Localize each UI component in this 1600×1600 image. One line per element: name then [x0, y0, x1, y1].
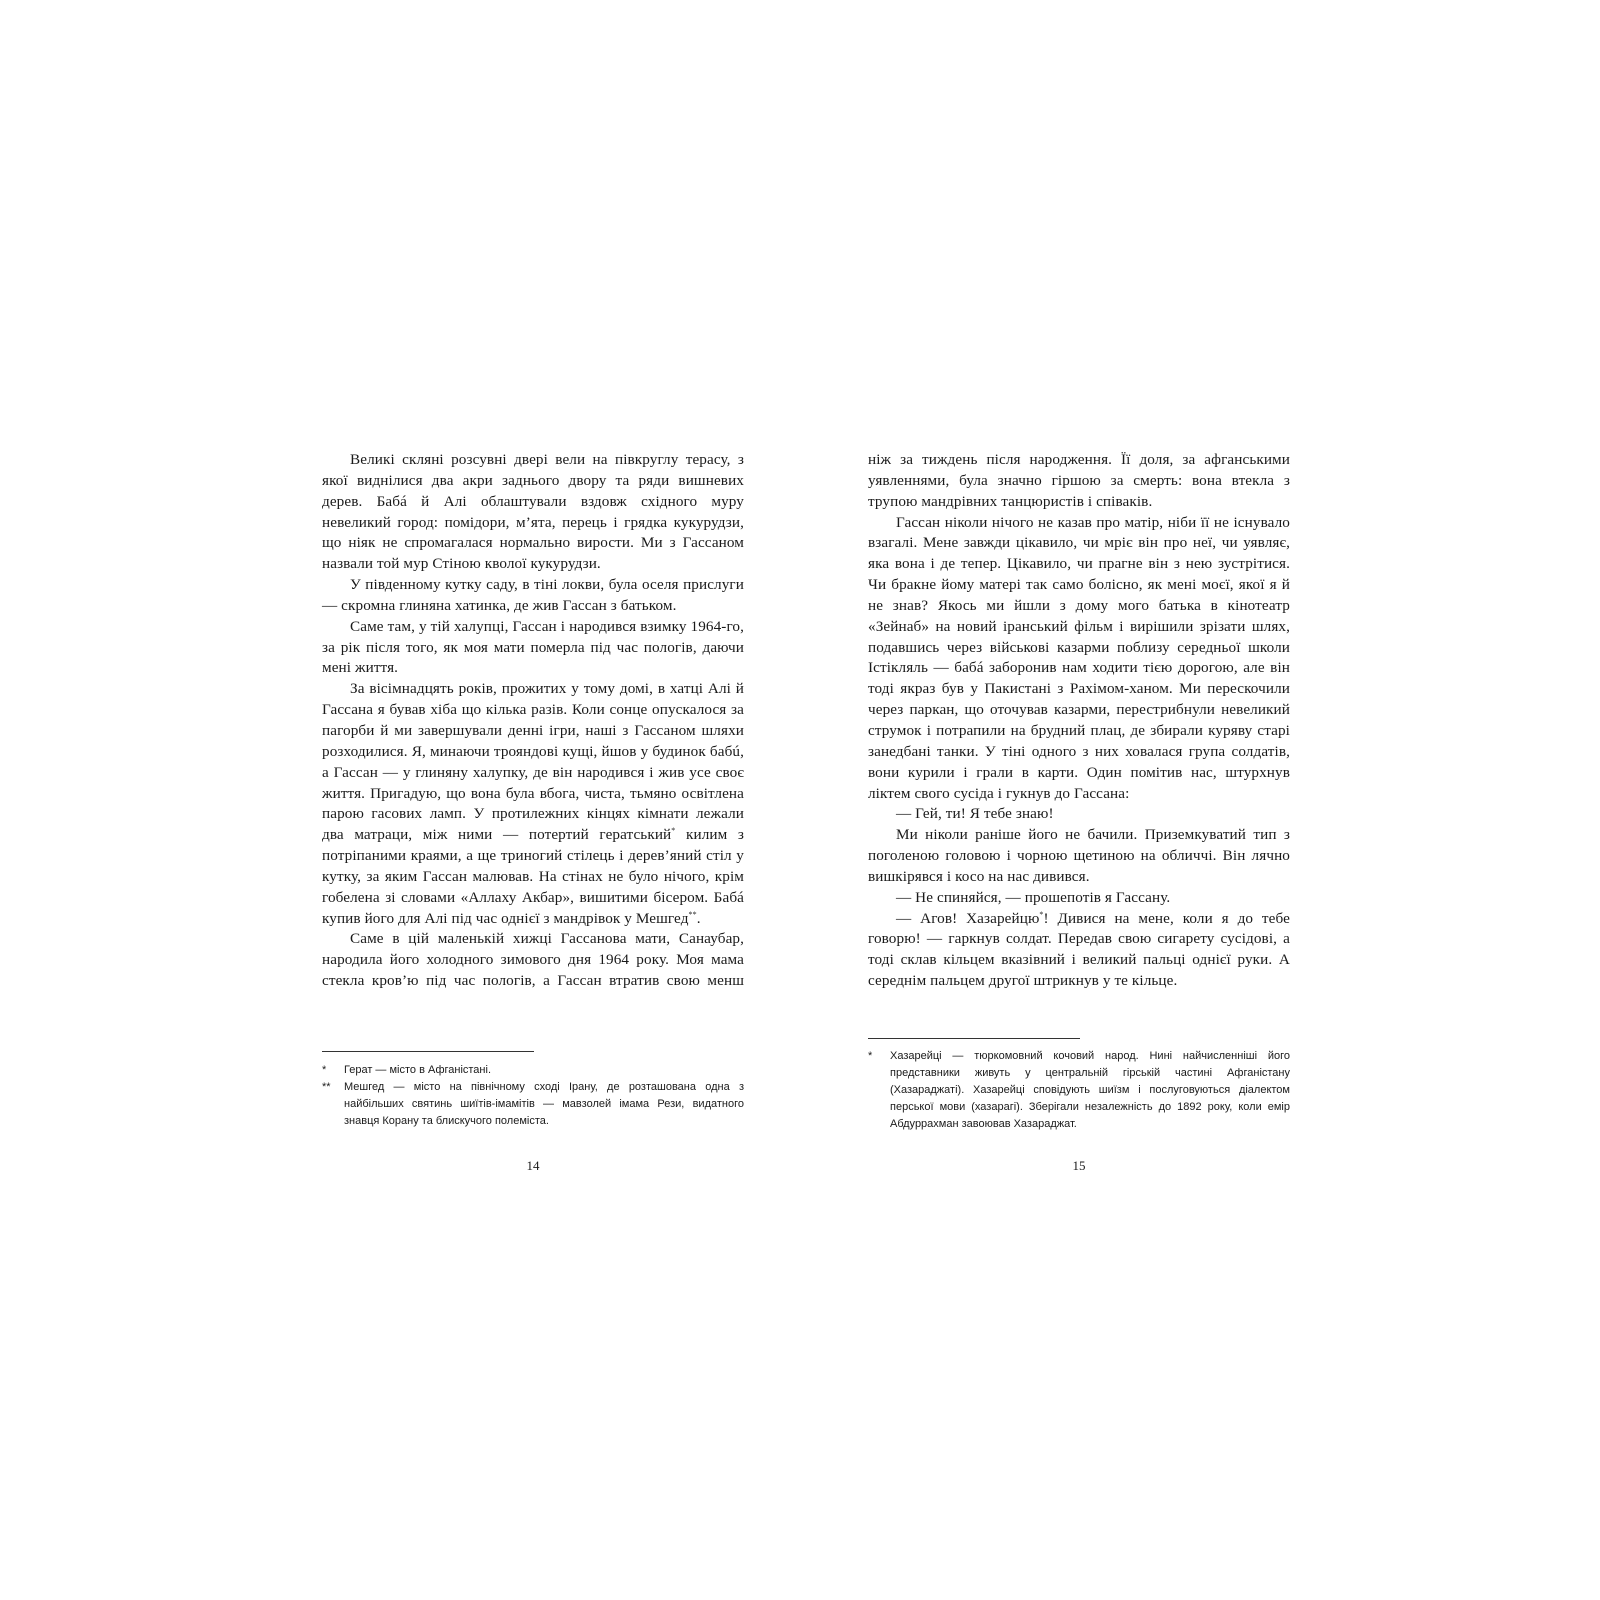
paragraph: Саме в цій маленькій хижці Гассанова мати, Санаубар, народила його холодного зимового дня 1964 року. Моя мама стекла кров’ю під час пологів, а Гассан втратив свою менш [322, 930, 744, 990]
footnote-divider [868, 1038, 1080, 1039]
paragraph: Саме там, у тій халупці, Гассан і народився взимку 1964-го, за рік після того, як моя мати померла під час пологів, даючи мені життя. [322, 617, 744, 677]
paragraph: — Не спиняйся, — прошепотів я Гассану. [896, 888, 1171, 906]
paragraph: Великі скляні розсувні двері вели на півкруглу терасу, з якої виднілися два акри заднього двору та ряди вишневих дерев. Бабá й Алі облаштували вздовж східного муру невеликий город: помідори, м’ята, перець і грядка кукурудзи, що ніяк не спромагалася нормально вирости. Ми з Гассаном назвали той мур Стіною кволої кукурудзи. [322, 451, 744, 573]
footnote-text: Хазарейці — тюркомовний кочовий народ. Нині найчисленніші його представники живуть у центральній гірській частині Афганістану (Хазараджаті). Хазарейці сповідують шиїзм і послуговуються діалектом перської мови (хазарагі). Зберігали незалежність до 1892 року, коли емір Абдуррахман завоював Хазараджат. [890, 1050, 1290, 1130]
footnote [868, 1048, 1290, 1133]
footnote-mark: ** [322, 1081, 331, 1093]
footnotes [868, 1048, 1290, 1133]
paragraph-text: За вісімнадцять років, прожитих у тому домі, в хатці Алі й Гассана я бував хіба що кілька разів. Коли сонце опускалося за пагорби й ми завершували денні ігри, наші з Гассаном шляхи розходилися. Я, минаючи трояндові кущі, йшов у будинок бабú, а Гассан — у глиняну халупку, де він народився і жив усе своє життя. Пригадую, що вона була вбога, чиста, тьмяно освітлена парою гасових ламп. У протилежних кінцях кімнати лежали два матраци, між ними — потертий гератський [322, 680, 744, 844]
right-page-body [868, 450, 1290, 992]
right-page [868, 450, 1290, 1173]
footnote-reference: * [1039, 909, 1044, 919]
paragraph-text: килим з потріпаними краями, а ще триногий стілець і дерев’яний стіл у кутку, за яким Гассан малював. На стінах не було нічого, крім гобелена зі словами «Аллаху Акбар», вишитими бісером. Бабá купив його для Алі під час однієї з мандрівок у Мешгед [322, 826, 744, 927]
footnotes [322, 1062, 744, 1130]
footnote [322, 1062, 744, 1079]
paragraph-text: ! Дивися на мене, коли я до тебе говорю! — гаркнув солдат. Передав свою сигарету сусідові, а тоді склав кільцем вказівний і великий пальці однієї руки. А середнім пальцем другої штрикнув у те кільце. [868, 909, 1290, 990]
paragraph: — Гей, ти! Я тебе знаю! [896, 805, 1054, 823]
left-page-body [322, 450, 744, 992]
footnote-text: Мешгед — місто на північному сході Ірану, де розташована одна з найбільших святинь шиїтів-імамітів — мавзолей імама Рези, видатного знавця Корану та блискучого полеміста. [344, 1081, 744, 1127]
footnote-text: Герат — місто в Афганістані. [344, 1064, 492, 1076]
footnote-reference: * [671, 826, 676, 836]
footnote-divider [322, 1051, 534, 1052]
footnote [322, 1079, 744, 1130]
paragraph [868, 909, 1290, 992]
page-number: 15 [1072, 1158, 1086, 1173]
left-page [322, 450, 744, 1173]
paragraph-text: — Агов! Хазарейцю [896, 909, 1040, 927]
paragraph: Гассан ніколи нічого не казав про матір, ніби її не існувало взагалі. Мене завжди цікавило, чи мріє він про неї, чи уявляє, яка вона і де тепер. Цікавило, чи прагне він з нею зустрітися. Чи бракне йому матері так само болісно, як мені моєї, якої я й не знав? Якось ми йшли з дому мого батька в кінотеатр «Зейнаб» на новий іранський фільм і вирішили зрізати шлях, подавшись через військові казарми поблизу середньої школи Істікляль — бабá заборонив нам ходити тією дорогою, але він тоді якраз був у Пакистані з Рахімом-ханом. Ми перескочили через паркан, що оточував казарми, перестрибнули невеликий струмок і потрапили на брудний плац, де збирали куряву старі занедбані танки. У тіні одного з них ховалася група солдатів, вони курили і грали в карти. Один помітив нас, штурхнув ліктем свого сусіда і гукнув до Гассана: [868, 513, 1290, 802]
footnote-reference: ** [688, 909, 697, 919]
paragraph: У південному кутку саду, в тіні локви, була оселя прислуги — скромна глиняна хатинка, де жив Гассан з батьком. [322, 576, 744, 614]
paragraph: Ми ніколи раніше його не бачили. Приземкуватий тип з поголеною головою і чорною щетиною на обличчі. Він лячно вишкірявся і косо на нас дивився. [868, 826, 1290, 885]
paragraph: За вісімнадцять років, прожитих у тому домі, в хатці Алі й Гассана я бував хіба що кілька разів. Коли сонце опускалося за пагорби й ми завершували денні ігри, наші з Гассаном шляхи розходилися. Я, минаючи трояндові кущі, йшов у будинок бабú, а Гассан — у глиняну халупку, де він народився і жив усе своє життя. Пригадую, що вона була вбога, чиста, тьмяно освітлена парою гасових ламп. У протилежних кінцях кімнати лежали два матраци, між ними — потертий гератський* килим з потріпаними краями, а ще триногий стілець і дерев’яний стіл у кутку, за яким Гассан малював. На стінах не було нічого, крім гобелена зі словами «Аллаху Акбар», вишитими бісером. Бабá купив його для Алі під час однієї з мандрівок у Мешгед**. [322, 680, 744, 927]
footnote-mark: * [322, 1064, 327, 1076]
footnote-mark: * [868, 1050, 873, 1062]
paragraph: ніж за тиждень після народження. Її доля, за афганськими уявленнями, була значно гіршою за смерть: вона втекла з трупою мандрівних танцюристів і співаків. [868, 451, 1290, 510]
page-number: 14 [526, 1158, 540, 1173]
